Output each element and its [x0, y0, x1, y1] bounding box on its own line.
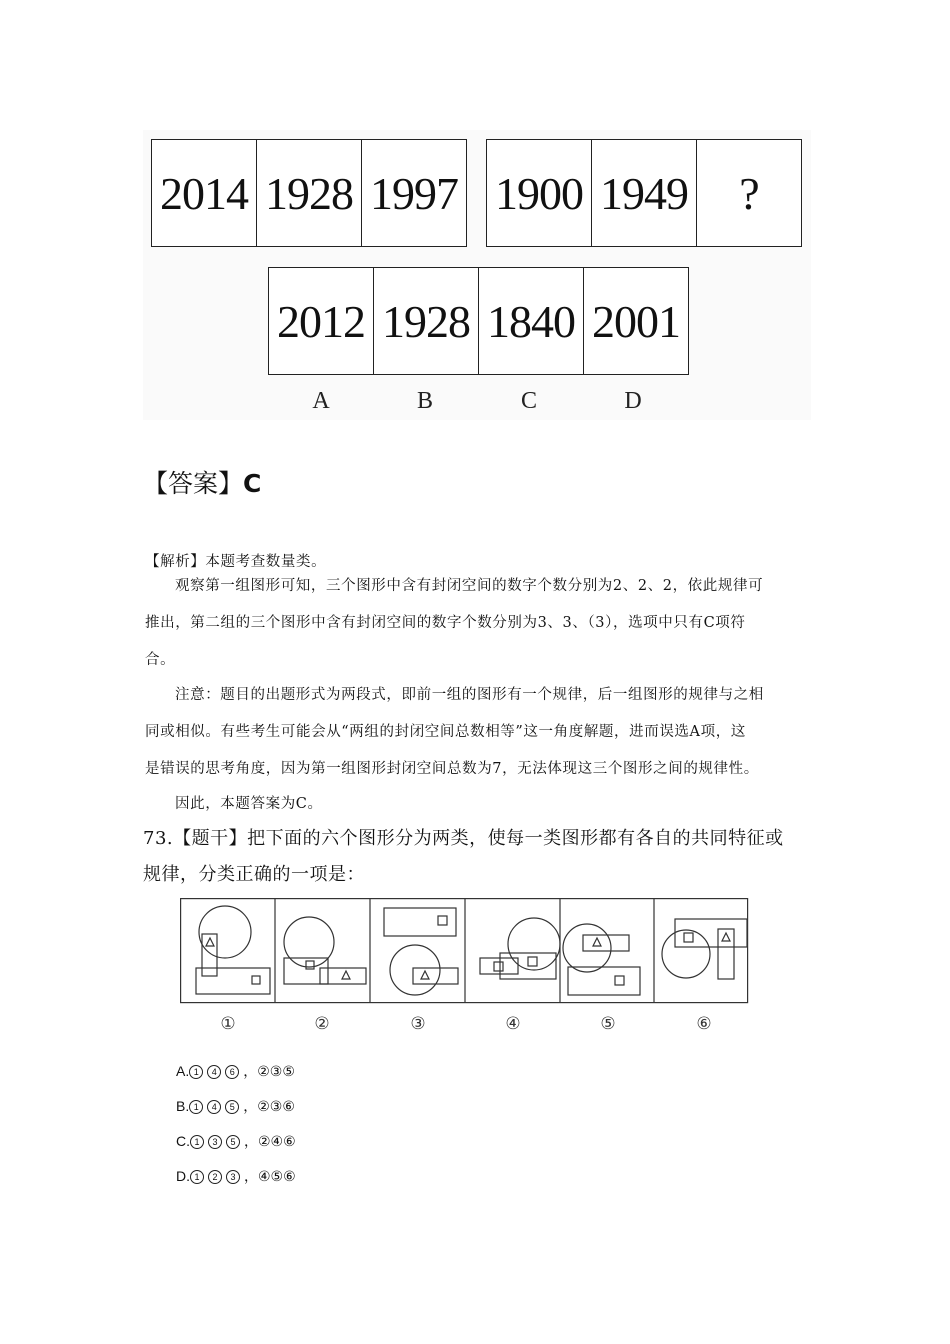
- group-2-row: [486, 139, 802, 247]
- number-cell: 1949: [592, 140, 697, 246]
- analysis-line: 推出，第二组的三个图形中含有封闭空间的数字个数分别为3、3、（3），选项中只有C项符: [145, 615, 746, 631]
- figure-label-6: ⑥: [696, 1014, 712, 1034]
- question-mark-cell: ?: [739, 167, 759, 219]
- option-label: C: [520, 388, 537, 414]
- option-label: D: [624, 388, 642, 414]
- circled-number: 1: [189, 1065, 203, 1079]
- choice-d[interactable]: [176, 1166, 296, 1186]
- choice-group-2: ，②④⑥: [244, 1134, 296, 1150]
- question-73-line: 73.【题干】把下面的六个图形分为两类，使每一类图形都有各自的共同特征或: [143, 828, 784, 849]
- number-cell: 1900: [487, 140, 592, 246]
- analysis-line: 同或相似。有些考生可能会从“两组的封闭空间总数相等”这一角度解题，进而误选A项，这: [145, 724, 746, 740]
- choice-letter: D.: [176, 1168, 190, 1184]
- circled-number: 6: [225, 1065, 239, 1079]
- choice-group-2: ，②③⑥: [243, 1099, 295, 1115]
- choice-letter: C.: [176, 1133, 190, 1149]
- answer-bracket: 【答案】: [143, 469, 244, 498]
- figure-label-5: ⑤: [600, 1014, 616, 1034]
- option-labels: [269, 388, 685, 415]
- analysis-line: 因此，本题答案为C。: [175, 796, 323, 812]
- option-cell-d: 2001: [592, 295, 680, 347]
- number-cell: 2014: [152, 140, 257, 246]
- group-1-row: [151, 139, 467, 247]
- figure-2: [180, 898, 750, 1038]
- answer-line: [143, 464, 261, 500]
- option-label: A: [312, 388, 330, 414]
- choice-letter: A.: [176, 1063, 190, 1079]
- circled-number: 1: [190, 1135, 204, 1149]
- analysis-line: 是错误的思考角度，因为第一组图形封闭空间总数为7，无法体现这三个图形之间的规律性。: [145, 761, 759, 777]
- circled-number: 1: [190, 1170, 204, 1184]
- circled-number: 5: [226, 1135, 240, 1149]
- options-row: [268, 267, 689, 375]
- analysis-line: 合。: [145, 652, 176, 668]
- number-cell: 1997: [370, 167, 458, 219]
- analysis-line: 观察第一组图形可知，三个图形中含有封闭空间的数字个数分别为2、2、2，依此规律可: [175, 578, 764, 594]
- shape-panel-6: [662, 919, 747, 979]
- choice-group-2: ，②③⑤: [243, 1064, 295, 1080]
- option-cell-b: 1928: [374, 268, 479, 374]
- choice-b[interactable]: [176, 1096, 295, 1116]
- analysis-title: 【解析】本题考查数量类。: [145, 554, 327, 570]
- circled-number: 3: [226, 1170, 240, 1184]
- circled-number: 4: [207, 1100, 221, 1114]
- number-cell: 1928: [257, 140, 362, 246]
- analysis-line: 注意：题目的出题形式为两段式，即前一组的图形有一个规律，后一组图形的规律与之相: [175, 687, 764, 703]
- option-cell-c: 1840: [479, 268, 584, 374]
- figure-label-2: ②: [314, 1014, 330, 1034]
- figure-label-3: ③: [410, 1014, 426, 1034]
- figure-label-1: ①: [220, 1014, 236, 1034]
- shape-panel-1: [196, 906, 270, 994]
- circled-number: 5: [225, 1100, 239, 1114]
- shape-panel-3: [384, 908, 458, 995]
- option-label: B: [416, 388, 433, 414]
- shape-panel-2: [284, 917, 366, 984]
- choice-c[interactable]: [176, 1131, 296, 1151]
- choice-group-2: ，④⑤⑥: [244, 1169, 296, 1185]
- circled-number: 4: [207, 1065, 221, 1079]
- circled-number: 3: [208, 1135, 222, 1149]
- question-73-line: 规律，分类正确的一项是：: [143, 864, 365, 885]
- option-cell-a: 2012: [269, 268, 374, 374]
- choice-letter: B.: [176, 1098, 190, 1114]
- shape-panel-4: [480, 918, 560, 979]
- answer-value: C: [243, 469, 262, 498]
- circled-number: 1: [189, 1100, 203, 1114]
- choice-a[interactable]: [176, 1061, 295, 1081]
- figure-label-4: ④: [505, 1014, 521, 1034]
- shape-panel-5: [563, 924, 640, 995]
- circled-number: 2: [208, 1170, 222, 1184]
